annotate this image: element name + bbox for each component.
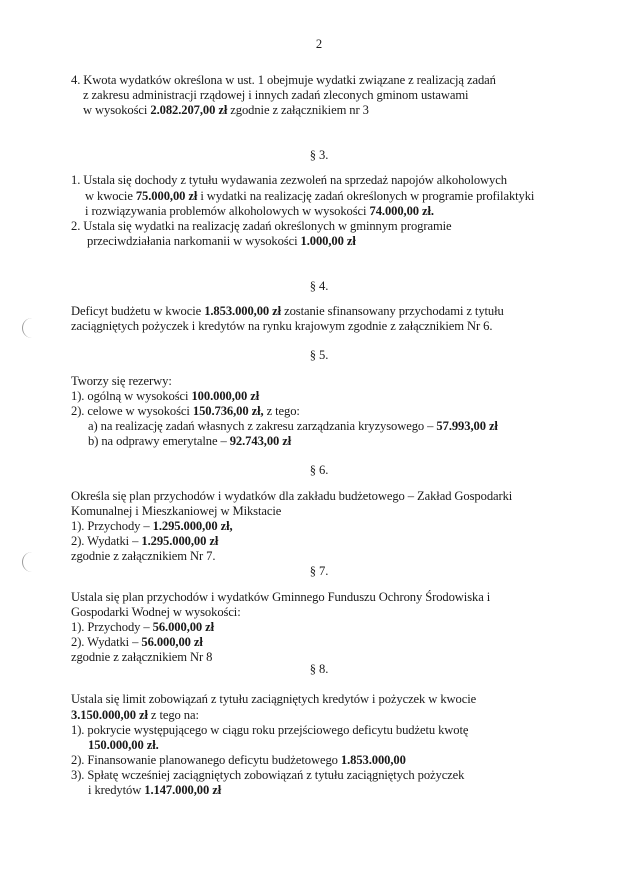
list-item bbox=[88, 419, 498, 434]
amount: 56.000,00 zł bbox=[152, 620, 215, 634]
section-heading: § 4. bbox=[309, 279, 329, 293]
text: w kwocie bbox=[85, 189, 136, 203]
paragraph-line: z zakresu administracji rządowej i innych zadań zleconych gminom ustawami bbox=[83, 88, 469, 102]
text: 2). celowe w wysokości bbox=[71, 404, 193, 418]
list-item bbox=[71, 635, 203, 650]
amount: 1.147.000,00 zł bbox=[144, 783, 222, 797]
amount: 1.000,00 zł bbox=[300, 234, 356, 248]
list-item: 3). Spłatę wcześniej zaciągniętych zobowiązań z tytułu zaciągniętych pożyczek bbox=[71, 768, 465, 782]
paragraph-line bbox=[71, 708, 199, 723]
paragraph-line: Określa się plan przychodów i wydatków dla zakładu budżetowego – Zakład Gospodarki bbox=[71, 489, 513, 503]
list-item bbox=[71, 753, 406, 768]
text: 2). Wydatki – bbox=[71, 635, 142, 649]
section-heading: § 5. bbox=[309, 348, 329, 362]
amount: 1.295.000,00 zł, bbox=[152, 519, 233, 533]
text: 2). Finansowanie planowanego deficytu budżetowego bbox=[71, 753, 341, 767]
amount: 57.993,00 zł bbox=[436, 419, 498, 433]
paragraph-line: 4. Kwota wydatków określona w ust. 1 obejmuje wydatki związane z realizacją zadań bbox=[71, 73, 496, 87]
text: i kredytów bbox=[88, 783, 145, 797]
amount: 2.082.207,00 zł bbox=[150, 103, 228, 117]
amount: 1.853.000,00 bbox=[340, 753, 406, 767]
list-item bbox=[71, 404, 300, 419]
amount: 100.000,00 zł bbox=[191, 389, 260, 403]
paragraph-line: zgodnie z załącznikiem Nr 8 bbox=[71, 650, 213, 664]
amount: 75.000,00 zł bbox=[135, 189, 198, 203]
paragraph-line: Ustala się limit zobowiązań z tytułu zaciągniętych kredytów i pożyczek w kwocie bbox=[71, 692, 477, 706]
text: zgodnie z załącznikiem nr 3 bbox=[227, 103, 369, 117]
paragraph-line: zaciągniętych pożyczek i kredytów na rynku krajowym zgodnie z załącznikiem Nr 6. bbox=[71, 319, 493, 333]
amount: 56.000,00 zł bbox=[141, 635, 203, 649]
paragraph-line bbox=[85, 204, 434, 219]
paragraph-line: 2. Ustala się wydatki na realizację zadań określonych w gminnym programie bbox=[71, 219, 452, 233]
list-item bbox=[71, 389, 259, 404]
text: Deficyt budżetu w kwocie bbox=[71, 304, 205, 318]
paragraph-line bbox=[83, 103, 369, 118]
text: z tego: bbox=[263, 404, 300, 418]
list-item bbox=[88, 783, 221, 798]
section-heading: § 6. bbox=[309, 463, 329, 477]
text: 2). Wydatki – bbox=[71, 534, 142, 548]
scan-margin-mark bbox=[22, 318, 37, 338]
amount: 1.853.000,00 zł bbox=[204, 304, 282, 318]
list-item bbox=[71, 519, 233, 534]
text: przeciwdziałania narkomanii w wysokości bbox=[87, 234, 301, 248]
paragraph-line: Tworzy się rezerwy: bbox=[71, 374, 172, 388]
text: i rozwiązywania problemów alkoholowych w wysokości bbox=[85, 204, 370, 218]
paragraph-line bbox=[71, 304, 504, 319]
text: zostanie sfinansowany przychodami z tytułu bbox=[281, 304, 504, 318]
list-item bbox=[71, 534, 218, 549]
section-heading: § 8. bbox=[309, 662, 329, 676]
text: 1). Przychody – bbox=[71, 620, 153, 634]
amount: 1.295.000,00 zł bbox=[141, 534, 219, 548]
text: b) na odprawy emerytalne – bbox=[88, 434, 230, 448]
amount: 92.743,00 zł bbox=[229, 434, 292, 448]
list-item bbox=[71, 620, 214, 635]
list-item: 1). pokrycie występującego w ciągu roku przejściowego deficytu budżetu kwotę bbox=[71, 723, 469, 737]
paragraph-line: zgodnie z załącznikiem Nr 7. bbox=[71, 549, 216, 563]
text: z tego na: bbox=[147, 708, 199, 722]
text: a) na realizację zadań własnych z zakresu zarządzania kryzysowego – bbox=[88, 419, 437, 433]
amount: 3.150.000,00 zł bbox=[71, 708, 148, 722]
section-heading: § 7. bbox=[309, 564, 329, 578]
text: w wysokości bbox=[83, 103, 151, 117]
paragraph-line: Gospodarki Wodnej w wysokości: bbox=[71, 605, 241, 619]
amount: 150.736,00 zł, bbox=[192, 404, 264, 418]
list-item bbox=[88, 738, 159, 753]
amount: 150.000,00 zł. bbox=[88, 738, 159, 752]
text: 1). Przychody – bbox=[71, 519, 153, 533]
paragraph-line: Ustala się plan przychodów i wydatków Gminnego Funduszu Ochrony Środowiska i bbox=[71, 590, 491, 604]
paragraph-line bbox=[87, 234, 356, 249]
text: i wydatki na realizację zadań określonych w programie profilaktyki bbox=[197, 189, 535, 203]
list-item bbox=[88, 434, 291, 449]
amount: 74.000,00 zł. bbox=[369, 204, 434, 218]
paragraph-line bbox=[85, 189, 534, 204]
text: 1). ogólną w wysokości bbox=[71, 389, 192, 403]
paragraph-line: Komunalnej i Mieszkaniowej w Mikstacie bbox=[71, 504, 282, 518]
paragraph-line: 1. Ustala się dochody z tytułu wydawania zezwoleń na sprzedaż napojów alkoholowych bbox=[71, 173, 507, 187]
section-heading: § 3. bbox=[309, 148, 329, 162]
page-number: 2 bbox=[315, 37, 323, 51]
